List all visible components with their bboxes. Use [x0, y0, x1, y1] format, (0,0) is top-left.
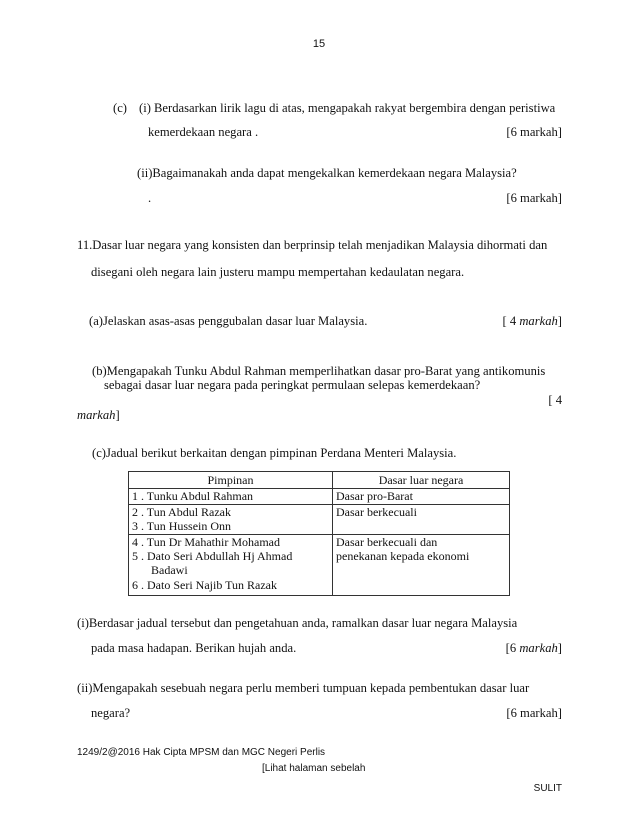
- q11-intro-line2: disegani oleh negara lain justeru mampu mempertahan kedaulatan negara.: [91, 265, 465, 279]
- leader-name: 5 . Dato Seri Abdullah Hj Ahmad: [132, 548, 293, 563]
- table-row: [129, 489, 510, 504]
- q11-cii-line1: (ii)Mengapakah sesebuah negara perlu memberi tumpuan kepada pembentukan dasar luar: [77, 681, 530, 695]
- section-c-q2-marks: [6 markah]: [506, 191, 562, 205]
- table-cell-policy: [333, 534, 510, 596]
- section-c-q2-line1: (ii)Bagaimanakah anda dapat mengekalkan kemerdekaan negara Malaysia?: [137, 166, 517, 180]
- table-cell-policy: [333, 489, 510, 504]
- section-c-q1-line1: (i) Berdasarkan lirik lagu di atas, mengapakah rakyat bergembira dengan peristiwa: [139, 101, 556, 115]
- q11-b-line1: (b)Mengapakah Tunku Abdul Rahman memperlihatkan dasar pro-Barat yang antikomunis: [92, 364, 546, 378]
- policy-text: Dasar berkecuali: [336, 504, 417, 519]
- q11-intro-line1: 11.Dasar luar negara yang konsisten dan berprinsip telah menjadikan Malaysia dihormati dan: [77, 238, 548, 252]
- footer-copyright: 1249/2@2016 Hak Cipta MPSM dan MGC Negeri Perlis: [77, 747, 326, 758]
- table-cell-leaders: [129, 534, 333, 596]
- policy-text: penekanan kepada ekonomi: [336, 548, 470, 563]
- leaders-table: [128, 471, 510, 596]
- leader-name: 2 . Tun Abdul Razak: [132, 504, 232, 519]
- q11-b-marks-open: [ 4: [548, 393, 562, 407]
- q11-a-marks: [ 4 markah]: [502, 314, 562, 328]
- leader-name-continued: Badawi: [151, 563, 188, 578]
- section-c-q1-line2: kemerdekaan negara .: [148, 125, 259, 139]
- leader-name: 4 . Tun Dr Mahathir Mohamad: [132, 534, 280, 549]
- section-c-label: (c): [113, 101, 127, 115]
- table-row: [129, 504, 510, 534]
- table-row: [129, 534, 510, 596]
- table-header-pimpinan: Pimpinan: [129, 472, 333, 489]
- q11-ci-line2: pada masa hadapan. Berikan hujah anda.: [91, 641, 297, 655]
- footer-classification: SULIT: [533, 783, 562, 794]
- table-header-dasar: Dasar luar negara: [333, 472, 510, 489]
- policy-text: Dasar pro-Barat: [336, 489, 413, 504]
- table-cell-leaders: [129, 489, 333, 504]
- q11-c-text: (c)Jadual berikut berkaitan dengan pimpinan Perdana Menteri Malaysia.: [92, 446, 457, 460]
- q11-a-text: (a)Jelaskan asas-asas penggubalan dasar luar Malaysia.: [89, 314, 368, 328]
- footer-next-page: [Lihat halaman sebelah: [262, 763, 366, 774]
- page-number: 15: [312, 38, 326, 50]
- q11-ci-marks: [6 markah]: [505, 641, 562, 655]
- leader-name: 6 . Dato Seri Najib Tun Razak: [132, 577, 277, 592]
- table-cell-policy: [333, 504, 510, 534]
- q11-ci-line1: (i)Berdasar jadual tersebut dan pengetahuan anda, ramalkan dasar luar negara Malaysia: [77, 616, 518, 630]
- q11-b-marks: markah]: [77, 408, 120, 422]
- table-header-row: [129, 472, 510, 489]
- policy-text: Dasar berkecuali dan: [336, 534, 438, 549]
- table-cell-leaders: [129, 504, 333, 534]
- section-c-q1-marks: [6 markah]: [506, 125, 562, 139]
- q11-b-line2: sebagai dasar luar negara pada peringkat permulaan selepas kemerdekaan?: [104, 378, 481, 392]
- q11-cii-line2: negara?: [91, 706, 131, 720]
- leader-name: 1 . Tunku Abdul Rahman: [132, 489, 254, 504]
- leader-name: 3 . Tun Hussein Onn: [132, 519, 232, 534]
- q11-cii-marks: [6 markah]: [506, 706, 562, 720]
- section-c-q2-line2: .: [148, 191, 152, 205]
